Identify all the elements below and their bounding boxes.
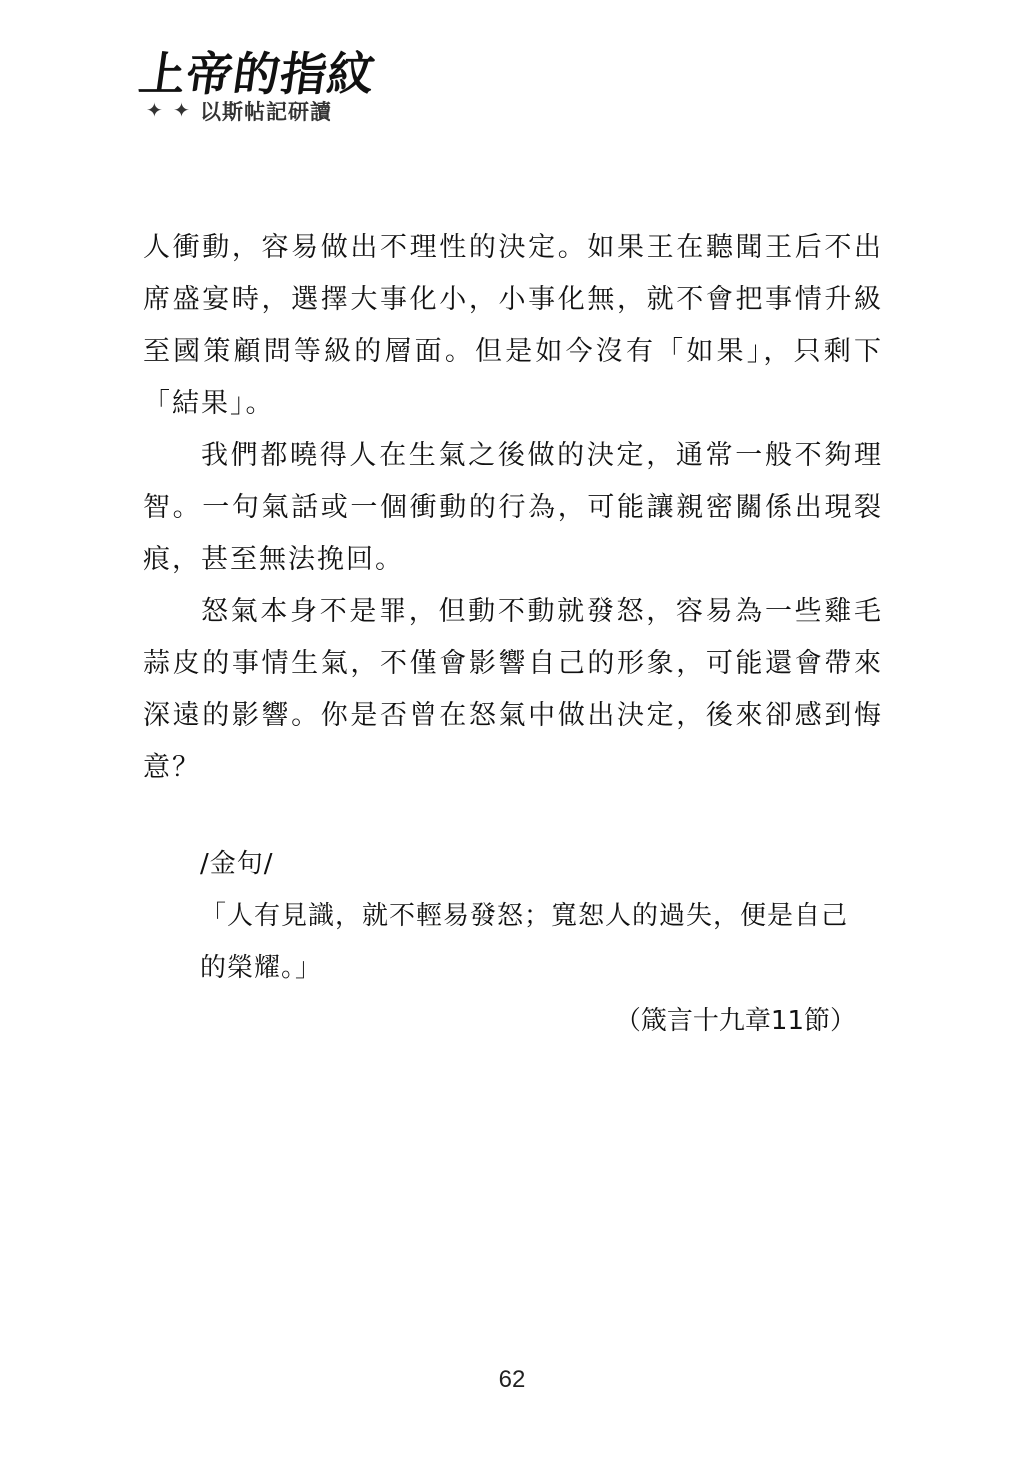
book-logo-title: 上帝的指紋 [135,47,379,101]
golden-verse-heading: /金句/ [200,849,274,879]
golden-verse [200,838,860,994]
sparkle-icon: ✦ ✦ [146,98,192,122]
verse-reference: （箴言十九章11節） [614,1006,856,1036]
paragraph: 怒氣本身不是罪，但動不動就發怒，容易為一些雞毛蒜皮的事情生氣，不僅會影響自己的形象，可能還會帶來深遠的影響。你是否曾在怒氣中做出決定，後來卻感到悔意？ [143,596,883,783]
paragraph: 人衝動，容易做出不理性的決定。如果王在聽聞王后不出席盛宴時，選擇大事化小，小事化無，就不會把事情升級至國策顧問等級的層面。但是如今沒有「如果」，只剩下「結果」。 [143,232,883,419]
golden-verse-text: 「人有見識，就不輕易發怒；寬恕人的過失，便是自己的榮耀。」 [200,901,849,983]
book-header [135,38,379,128]
body-text [143,222,883,794]
page-number: 62 [498,1366,526,1393]
book-subtitle: 以斯帖記研讀 [200,100,332,124]
paragraph: 我們都曉得人在生氣之後做的決定，通常一般不夠理智。一句氣話或一個衝動的行為，可能讓親密關係出現裂痕，甚至無法挽回。 [143,440,883,575]
